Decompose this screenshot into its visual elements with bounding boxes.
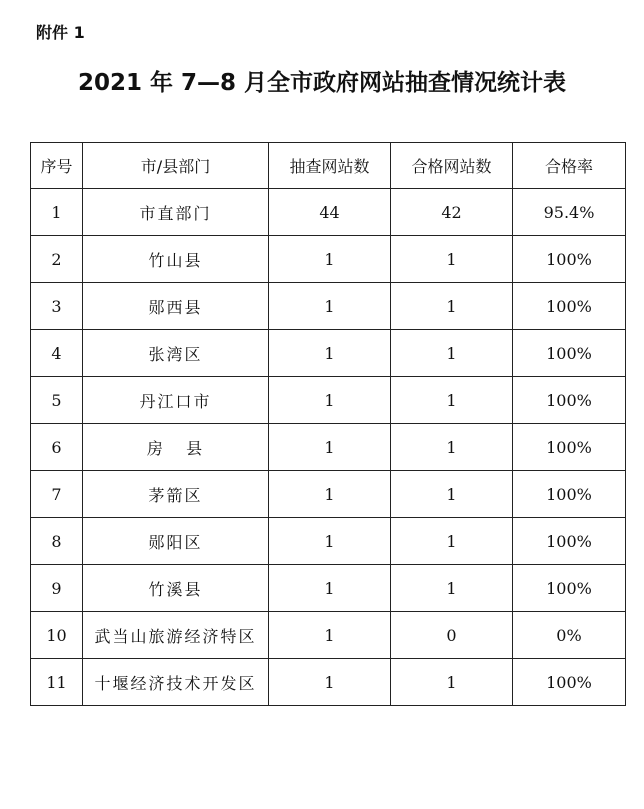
table-row	[31, 283, 626, 330]
attachment-label: 附件 1	[36, 23, 85, 42]
row-department: 竹山县	[83, 236, 269, 283]
table-row	[31, 659, 626, 706]
row-pass-rate: 100%	[513, 424, 626, 471]
column-header-department: 市/县部门	[83, 143, 269, 189]
table-row	[31, 189, 626, 236]
row-department: 张湾区	[83, 330, 269, 377]
table-row	[31, 424, 626, 471]
row-department: 市直部门	[83, 189, 269, 236]
row-index: 3	[31, 283, 83, 330]
row-checked-count: 1	[269, 518, 391, 565]
row-passed-count: 1	[391, 565, 513, 612]
row-index: 7	[31, 471, 83, 518]
column-header-checked-count: 抽查网站数	[269, 143, 391, 189]
row-passed-count: 1	[391, 283, 513, 330]
row-pass-rate: 100%	[513, 471, 626, 518]
row-department: 十堰经济技术开发区	[83, 659, 269, 706]
row-checked-count: 1	[269, 330, 391, 377]
row-pass-rate: 100%	[513, 236, 626, 283]
table-row	[31, 612, 626, 659]
row-index: 4	[31, 330, 83, 377]
row-pass-rate: 100%	[513, 518, 626, 565]
column-header-pass-rate: 合格率	[513, 143, 626, 189]
row-checked-count: 1	[269, 471, 391, 518]
row-passed-count: 1	[391, 424, 513, 471]
row-pass-rate: 95.4%	[513, 189, 626, 236]
table-row	[31, 471, 626, 518]
statistics-table	[30, 142, 626, 706]
row-passed-count: 1	[391, 518, 513, 565]
row-pass-rate: 100%	[513, 283, 626, 330]
column-header-index: 序号	[31, 143, 83, 189]
row-department: 房 县	[83, 424, 269, 471]
row-passed-count: 1	[391, 377, 513, 424]
row-index: 10	[31, 612, 83, 659]
row-pass-rate: 0%	[513, 612, 626, 659]
row-passed-count: 1	[391, 330, 513, 377]
row-index: 1	[31, 189, 83, 236]
row-passed-count: 1	[391, 659, 513, 706]
table-header-row	[31, 143, 626, 189]
row-checked-count: 1	[269, 612, 391, 659]
row-passed-count: 1	[391, 471, 513, 518]
table-row	[31, 330, 626, 377]
row-department: 茅箭区	[83, 471, 269, 518]
row-pass-rate: 100%	[513, 330, 626, 377]
row-index: 5	[31, 377, 83, 424]
row-pass-rate: 100%	[513, 659, 626, 706]
row-passed-count: 0	[391, 612, 513, 659]
row-checked-count: 1	[269, 236, 391, 283]
row-department: 丹江口市	[83, 377, 269, 424]
row-index: 9	[31, 565, 83, 612]
row-checked-count: 1	[269, 424, 391, 471]
row-checked-count: 1	[269, 377, 391, 424]
row-checked-count: 1	[269, 565, 391, 612]
row-index: 6	[31, 424, 83, 471]
row-pass-rate: 100%	[513, 377, 626, 424]
row-passed-count: 42	[391, 189, 513, 236]
row-checked-count: 1	[269, 283, 391, 330]
table-row	[31, 565, 626, 612]
table-row	[31, 377, 626, 424]
table-row	[31, 236, 626, 283]
row-pass-rate: 100%	[513, 565, 626, 612]
table-row	[31, 518, 626, 565]
row-department: 武当山旅游经济特区	[83, 612, 269, 659]
row-passed-count: 1	[391, 236, 513, 283]
row-department: 竹溪县	[83, 565, 269, 612]
row-index: 11	[31, 659, 83, 706]
row-checked-count: 44	[269, 189, 391, 236]
page-title: 2021 年 7—8 月全市政府网站抽查情况统计表	[77, 70, 567, 96]
row-index: 2	[31, 236, 83, 283]
column-header-passed-count: 合格网站数	[391, 143, 513, 189]
row-index: 8	[31, 518, 83, 565]
row-checked-count: 1	[269, 659, 391, 706]
row-department: 郧西县	[83, 283, 269, 330]
row-department: 郧阳区	[83, 518, 269, 565]
